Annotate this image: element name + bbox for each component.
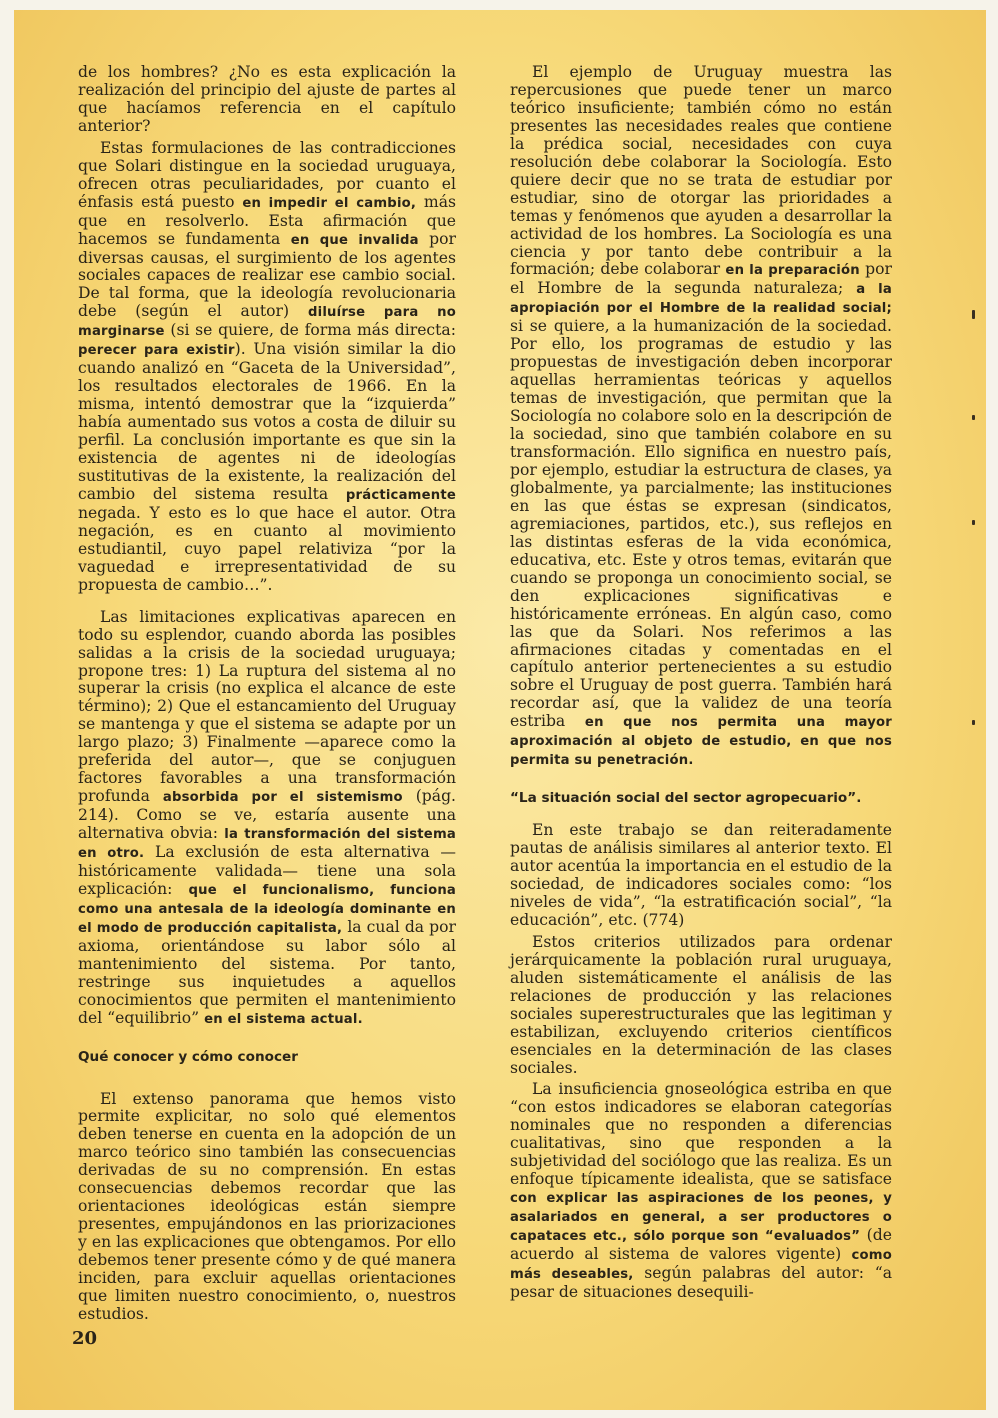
text-run: (si se quiere, de forma más directa: — [164, 321, 456, 340]
paragraph: En este trabajo se dan reiteradamente pautas de análisis similares al anterior texto. El autor acentúa la importancia en el estudio de la sociedad, de indicadores sociales como: “los niveles de vida”, “la estratificación social”, “la educación”, etc. (774) — [510, 821, 892, 929]
emphasis-text: en que invalida — [290, 232, 419, 248]
paragraph: El extenso panorama que hemos visto permite explicitar, no solo qué elementos deben tenerse en cuenta en la adopción de un marco teórico sino también las consecuencias derivadas de su no comprensión. En estas consecuencias debemos recordar que las orientaciones ideológicas están siempre presentes, empujándonos en las priorizaciones y en las explicaciones que obtengamos. Por ello debemos tener presente cómo y de qué manera inciden, para excluir aquellas orientaciones que limiten nuestro conocimiento, o, nuestros estudios. — [78, 1089, 456, 1323]
page-number: 20 — [72, 1328, 98, 1349]
emphasis-text: la transformación del sistema en otro. — [78, 827, 456, 862]
emphasis-text: con explicar las aspiraciones de los peones, y asalariados en general, a ser productores o capataces etc., sólo porque son “evaluados” — [510, 1191, 892, 1245]
section-heading: “La situación social del sector agropecuario”. — [510, 790, 862, 807]
emphasis-text: absorbida por el sistemismo — [162, 790, 403, 806]
text-run: negada. Y esto es lo que hace el autor. Otra negación, es en cuanto al movimiento estudiantil, cuyo papel relativiza “por la vaguedad e irrepresentatividad de su propuesta de cambio…”. — [78, 503, 456, 594]
margin-mark — [972, 520, 975, 525]
margin-mark — [972, 720, 975, 725]
emphasis-text: en que nos permita una mayor aproximación al objeto de estudio, en que nos permita su penetración. — [510, 715, 892, 769]
text-run: por el Hombre de la segunda naturaleza; — [510, 260, 892, 298]
margin-mark — [972, 415, 975, 420]
emphasis-text: perecer para existir — [78, 343, 235, 359]
text-run: La exclusión de esta alternativa —históricamente validada— tiene una sola explicación: — [78, 843, 456, 898]
paragraph — [78, 609, 456, 1029]
emphasis-text: diluírse para no marginarse — [78, 305, 456, 340]
margin-mark — [972, 310, 975, 319]
text-run: la cual da por axioma, orientándose su labor sólo al mantenimiento del sistema. Por tanto, restringe sus inquietudes a aquellos conocimientos que permiten el mantenimiento del “equilibrio” — [78, 917, 457, 1027]
paragraph: de los hombres? ¿No es esta explicación la realización del principio del ajuste de partes al que hacíamos referencia en el capítulo anterior? — [78, 63, 456, 135]
section-heading: Qué conocer y cómo conocer — [78, 1048, 298, 1065]
paragraph — [78, 140, 456, 595]
text-run: más que en resolverlo. Esta afirmación que hacemos se fundamenta — [78, 192, 456, 248]
emphasis-text: en el sistema actual. — [204, 1011, 363, 1027]
text-run: El ejemplo de Uruguay muestra las repercusiones que puede tener un marco teórico insuficiente; también cómo no están presentes las necesidades reales que contiene la prédica social, necesidades con cuya resolución debe colaborar la Sociología. Esto quiere decir que no se trata de estudiar por estudiar, sino de otorgar las prioridades a temas y fenómenos que ayuden a desarrollar la actividad de los hombres. La Sociología es una ciencia y por tanto debe contribuir a la formación; debe colaborar — [510, 63, 892, 279]
emphasis-text: prácticamente — [345, 487, 456, 503]
paragraph — [510, 1081, 892, 1301]
emphasis-text: en la preparación — [725, 263, 860, 279]
text-run: si se quiere, a la humanización de la sociedad. Por ello, los programas de estudio y las propuestas de investigación deben incorporar aquellas herramientas teóricas y aquellos temas de investigación, que permitan que la Sociología no colabore solo en la descripción de la sociedad, sino que también colabore en su transformación. Ello significa en nuestro país, por ejemplo, estudiar la estructura de clases, ya globalmente, ya parcialmente; las instituciones en las que éstas se expresan (sindicatos, agremiaciones, partidos, etc.), sus reflejos en las distintas esferas de la vida económica, educativa, etc. Este y otros temas, evitarán que cuando se proponga un conocimiento social, se den explicaciones significativas e históricamente erróneas. En algún caso, como las que da Solari. Nos referimos a las afirmaciones citadas y comentadas en el capítulo anterior pertenecientes a su estudio sobre el Uruguay de post guerra. También hará recordar así, que la validez de una teoría estriba — [510, 317, 892, 731]
emphasis-text: a la apropiación por el Hombre de la realidad social; — [510, 282, 892, 317]
text-run: (pág. 214). Como se ve, estaría ausente una alternativa obvia: — [78, 787, 457, 843]
emphasis-text: que el funcionalismo, funciona como una antesala de la ideología dominante en el modo de producción capitalista, — [78, 882, 457, 936]
right-column — [510, 64, 892, 1306]
text-run: La insuficiencia gnoseológica estriba en que “con estos indicadores se elaboran categorías nominales que no responden a diferencias cualitativas, sino que responden a la subjetividad del sociólogo que las realiza. Es un enfoque típicamente idealista, que se satisface — [510, 1080, 892, 1189]
text-run: según palabras del autor: “a pesar de situaciones desequili- — [510, 1264, 892, 1301]
paragraph — [510, 64, 892, 770]
paragraph: Estos criterios utilizados para ordenar jerárquicamente la población rural uruguaya, aluden sistemáticamente el análisis de las relaciones de producción y las relaciones sociales superestructurales que las legitiman y estabilizan, excluyendo criterios científicos esenciales en la determinación de las clases sociales. — [510, 932, 892, 1077]
text-run: (de acuerdo al sistema de valores vigente) — [510, 1226, 892, 1264]
left-column — [78, 64, 456, 1328]
text-run: ). Una visión similar la dio cuando analizó en “Gaceta de la Universidad”, los resultados electorales de 1966. En la misma, intentó demostrar que la “izquierda” había aumentado sus votos a costa de diluir su perfil. La conclusión importante es que sin la existencia de agentes ni de ideologías sustitutivas de la existente, la realización del cambio del sistema resulta — [78, 340, 457, 503]
emphasis-text: en impedir el cambio, — [242, 195, 417, 211]
emphasis-text: como más deseables, — [510, 1248, 892, 1282]
magazine-page — [14, 10, 986, 1410]
text-run: por diversas causas, el surgimiento de los agentes sociales capaces de realizar ese cambio social. De tal forma, que la ideología revolucionaria debe (según el autor) — [78, 229, 456, 321]
text-run: Estas formulaciones de las contradicciones que Solari distingue en la sociedad uruguaya, ofrecen otras peculiaridades, por cuanto el énfasis está puesto — [78, 138, 456, 211]
text-run: Las limitaciones explicativas aparecen en todo su esplendor, cuando aborda las posibles salidas a la crisis de la sociedad uruguaya; propone tres: 1) La ruptura del sistema al no superar la crisis (no explica el alcance de este término); 2) Que el estancamiento del Uruguay se mantenga y que el sistema se adapte por un largo plazo; 3) Finalmente —aparece como la preferida del autor—, que se conjuguen factores favorables a una transformación profunda — [78, 607, 456, 806]
